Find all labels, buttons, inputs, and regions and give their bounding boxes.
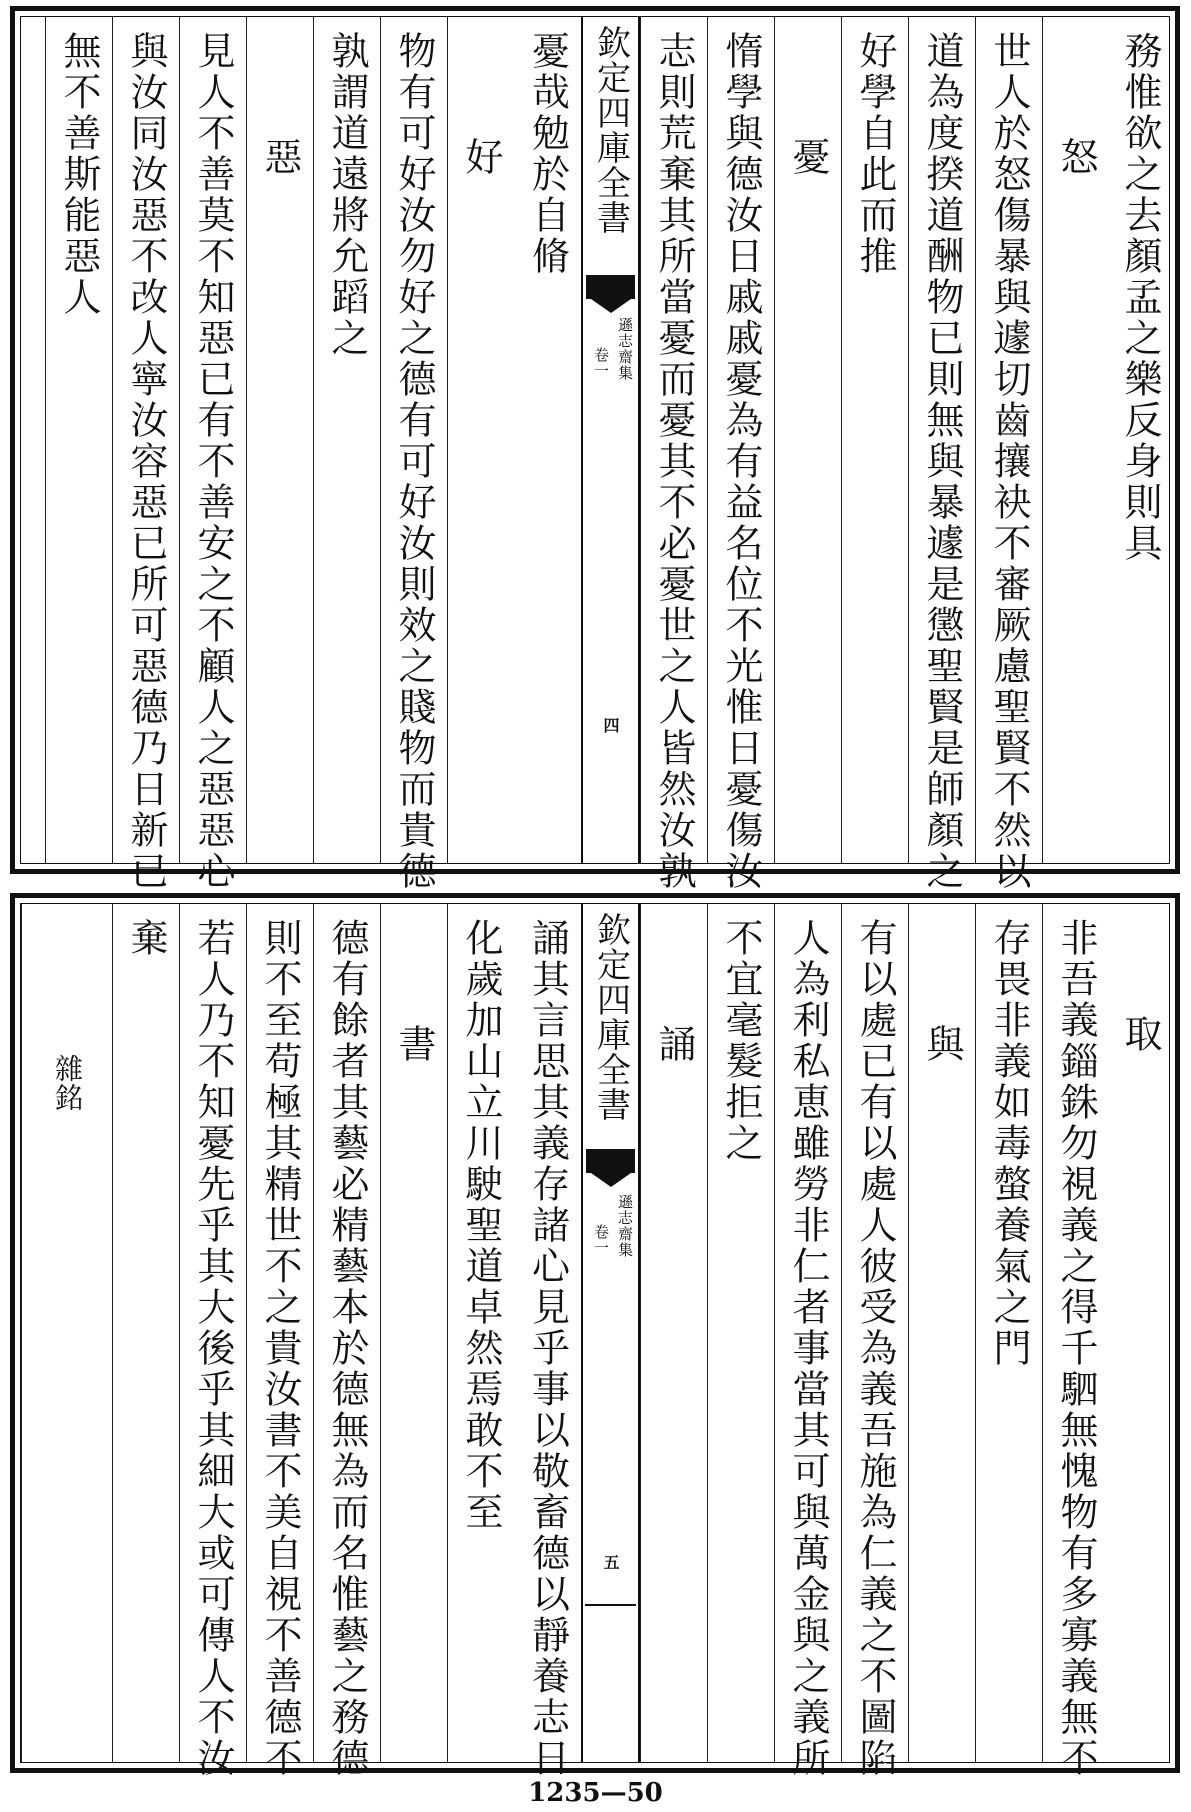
column-text: 德有餘者其藝必精藝本於德無為而名惟藝之務德	[325, 918, 369, 1779]
column-text: 志則荒棄其所當憂而憂其不必憂世之人皆然汝孰	[652, 31, 696, 892]
column-text: 惰學與德汝日戚戚憂為有益名位不光惟日憂傷汝	[719, 31, 763, 892]
text-column	[112, 17, 179, 892]
center-gutter	[581, 904, 640, 1762]
column-text: 世人於怒傷暴與遽切齒攘袂不審厥慮聖賢不然以	[987, 31, 1031, 892]
text-column	[841, 17, 908, 863]
section-heading: 怒	[1054, 137, 1098, 178]
text-column	[447, 904, 514, 1762]
text-column	[313, 17, 380, 863]
text-column	[380, 17, 447, 892]
heading-column	[380, 904, 447, 1762]
column-text: 誦其言思其義存諸心見乎事以敬畜德以靜養志日	[525, 918, 570, 1779]
text-column	[640, 17, 707, 892]
text-column	[313, 904, 380, 1779]
section-heading: 誦	[652, 1024, 696, 1065]
heading-column	[246, 17, 313, 863]
column-text: 非吾義錙銖勿視義之得千駟無愧物有多寡義無不	[1054, 918, 1098, 1779]
text-column	[841, 904, 908, 1779]
column-text: 不宜毫髮拒之	[719, 918, 763, 1164]
column-text: 存畏非義如毒螫養氣之門	[987, 918, 1031, 1369]
volume-label: 卷一	[592, 347, 610, 379]
text-column	[975, 17, 1042, 892]
text-column	[514, 904, 581, 1779]
fishtail-mark	[586, 1149, 635, 1173]
column-text: 道為度揆道酬物已則無與暴遽是懲聖賢是師顏之	[920, 31, 964, 892]
text-column	[179, 17, 246, 892]
heading-column	[1109, 904, 1171, 1762]
column-text: 有以處已有以處人彼受為義吾施為仁義之不圖陷	[853, 918, 897, 1779]
collection-title: 欽定四庫全書	[590, 25, 631, 235]
heading-column	[447, 17, 514, 863]
section-heading: 取	[1118, 1014, 1162, 1055]
column-text: 與汝同汝惡不改人寧汝容惡已所可惡德乃日新已	[124, 31, 168, 892]
section-heading: 書	[392, 1024, 436, 1065]
gutter-rule	[585, 1604, 636, 1606]
text-column	[179, 904, 246, 1779]
page-number: 五	[601, 1554, 620, 1570]
section-note: 雜銘	[51, 1054, 84, 1112]
bottom-page-frame	[10, 893, 1180, 1779]
heading-column	[640, 904, 707, 1762]
page-footer-number: 1235—50	[528, 1778, 663, 1808]
section-heading: 與	[920, 1024, 964, 1065]
text-column	[45, 17, 112, 863]
section-heading: 好	[459, 137, 503, 178]
heading-column	[908, 904, 975, 1762]
text-column	[514, 17, 581, 863]
book-title: 遜志齋集	[616, 317, 634, 381]
fishtail-mark	[586, 275, 635, 299]
text-column	[707, 17, 774, 892]
text-column	[112, 904, 179, 1762]
heading-column	[1042, 17, 1109, 863]
text-column	[975, 904, 1042, 1762]
column-text: 棄	[124, 918, 168, 959]
top-page-inner	[20, 16, 1170, 892]
bottom-page-inner	[20, 903, 1170, 1779]
section-heading: 憂	[786, 137, 830, 178]
text-column	[908, 17, 975, 892]
column-text: 若人乃不知憂先乎其大後乎其細大或可傳人不汝	[191, 918, 235, 1779]
text-column	[1042, 904, 1109, 1779]
text-column	[774, 904, 841, 1779]
column-text: 孰謂道遠將允蹈之	[325, 31, 369, 359]
column-text: 人為利私恵雖勞非仁者事當其可與萬金與之義所	[786, 918, 830, 1779]
collection-title: 欽定四庫全書	[590, 912, 631, 1122]
section-heading: 惡	[258, 137, 302, 178]
note-column	[21, 904, 112, 1762]
column-text: 物有可好汝勿好之德有可好汝則效之賤物而貴德	[392, 31, 436, 892]
text-column	[707, 904, 774, 1762]
text-column	[246, 904, 313, 1779]
heading-column	[774, 17, 841, 863]
book-title: 遜志齋集	[616, 1194, 634, 1258]
top-page-frame	[10, 6, 1180, 892]
volume-label: 卷一	[592, 1224, 610, 1256]
page-number: 四	[601, 717, 620, 733]
center-gutter	[581, 17, 640, 863]
column-text: 憂哉勉於自脩	[525, 31, 570, 277]
column-text: 好學自此而推	[853, 31, 897, 277]
column-text: 則不至苟極其精世不之貴汝書不美自視不善德不	[258, 918, 302, 1779]
text-column	[1109, 17, 1171, 863]
column-text: 化歲加山立川駛聖道卓然焉敢不至	[459, 918, 503, 1533]
column-text: 無不善斯能惡人	[57, 31, 101, 318]
column-text: 見人不善莫不知惡已有不善安之不顧人之惡惡心	[191, 31, 235, 892]
column-text: 務惟欲之去顏孟之樂反身則具	[1118, 31, 1162, 564]
